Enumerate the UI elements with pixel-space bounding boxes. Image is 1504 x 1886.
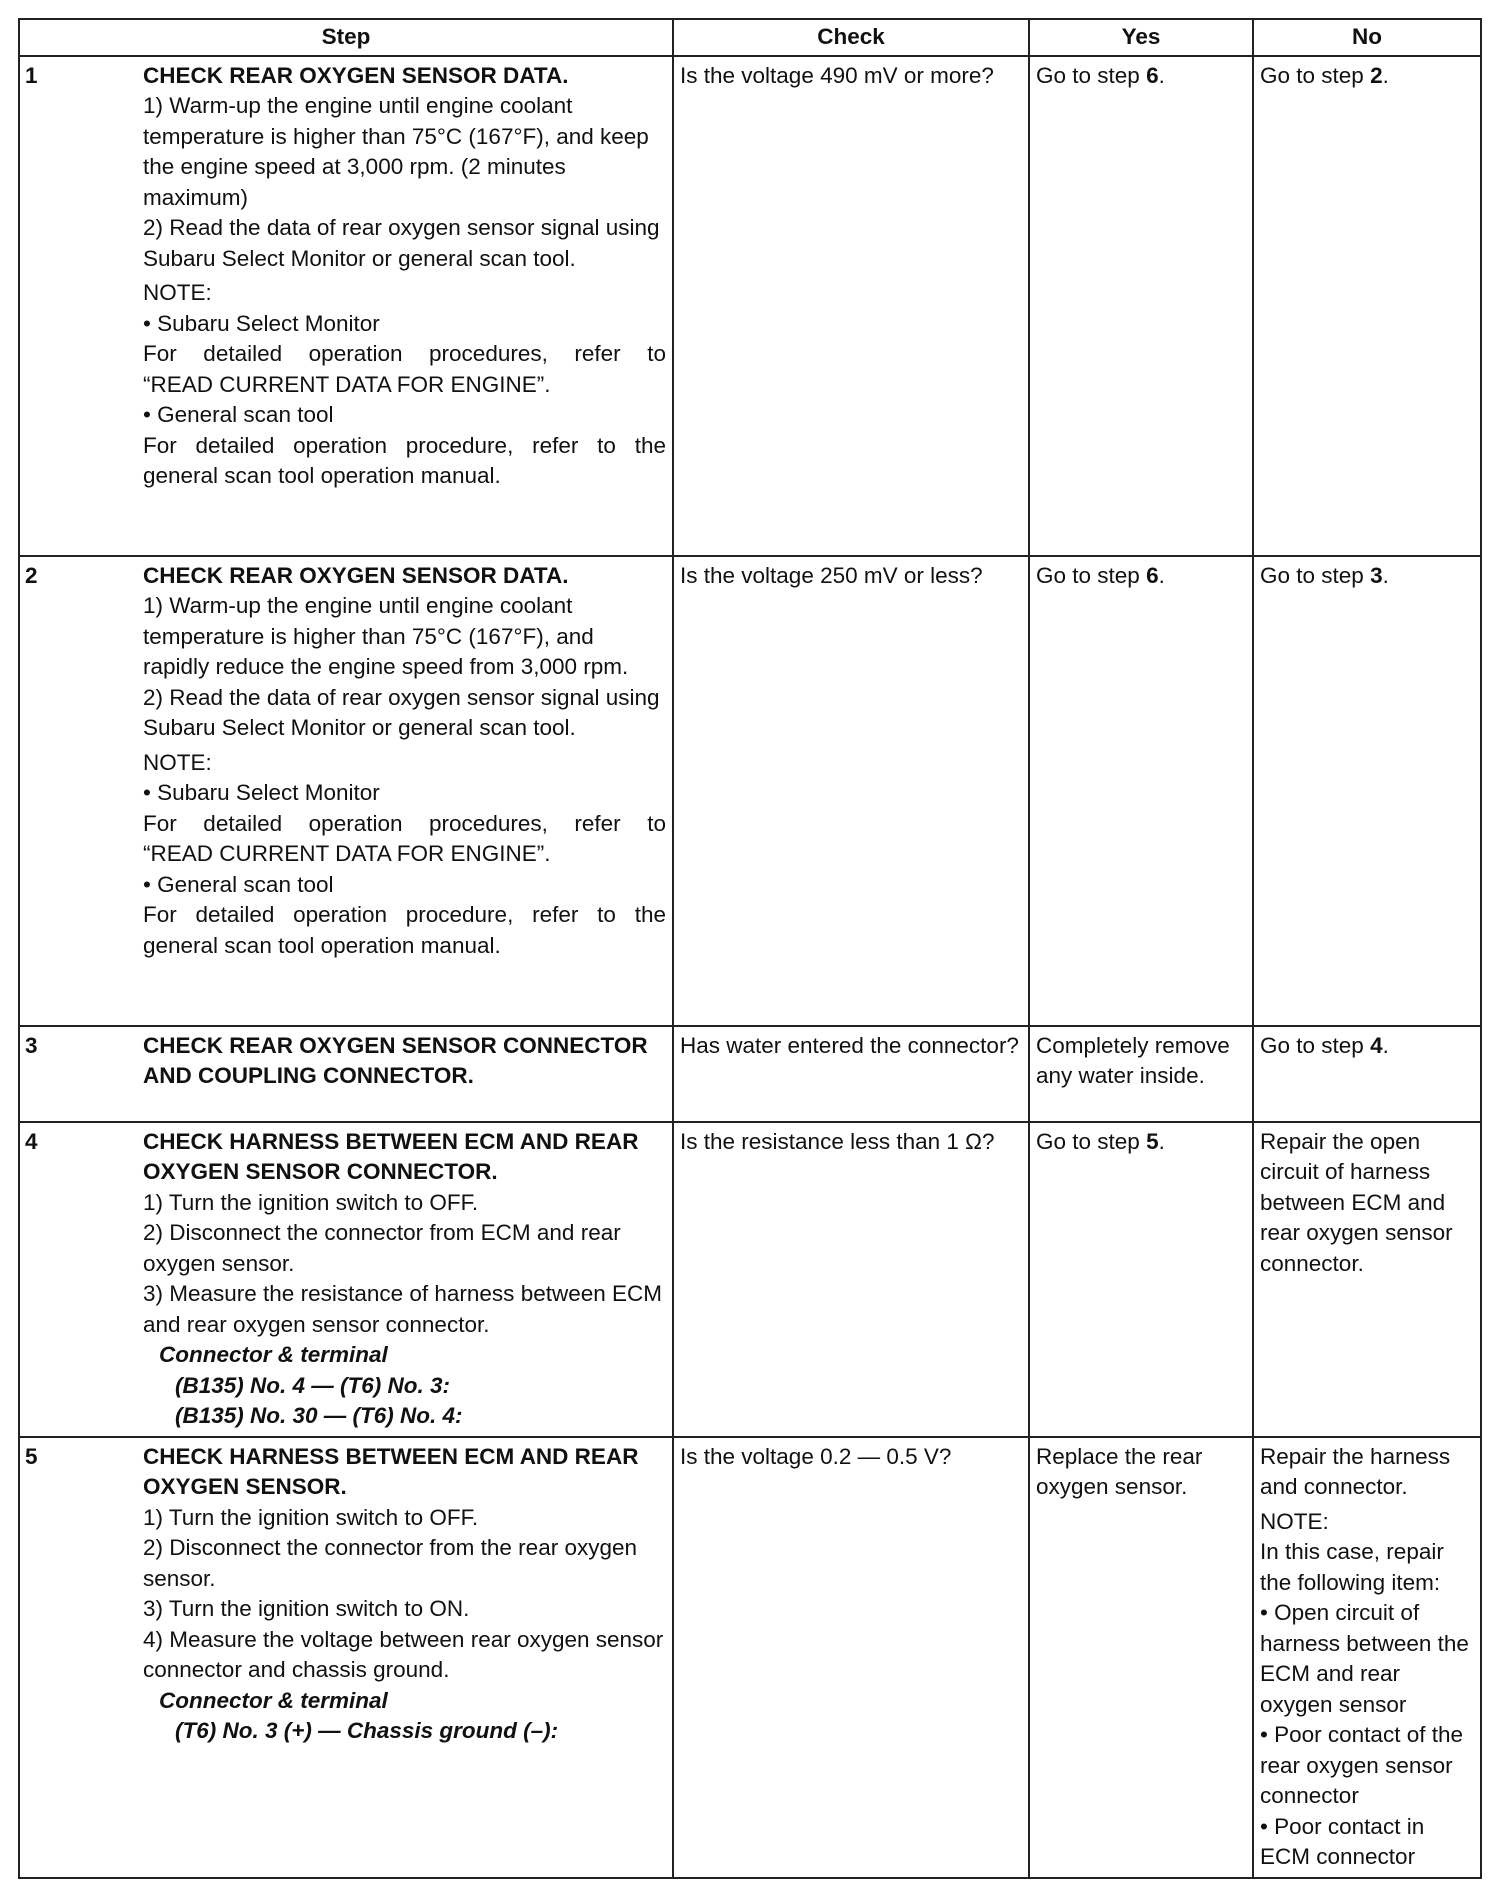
table-row <box>19 556 1481 1026</box>
step-number: 2 <box>25 562 38 588</box>
yes-text: Go to step <box>1036 1128 1147 1154</box>
step-title: CHECK REAR OXYGEN SENSOR DATA. <box>143 562 569 588</box>
yes-cell <box>1029 556 1253 1026</box>
note-bullet: • Open circuit of harness between the ECM and rear oxygen sensor <box>1260 1600 1469 1717</box>
header-check: Check <box>673 19 1029 56</box>
note-text: For detailed operation procedures, refer to <box>143 810 666 836</box>
step-number: 3 <box>25 1032 38 1058</box>
check-cell: Is the voltage 250 mV or less? <box>673 556 1029 1026</box>
no-period: . <box>1382 1032 1389 1058</box>
step-instruction: 1) Warm-up the engine until engine coolant temperature is higher than 75°C (167°F), and keep the engine speed at 3,000 rpm. (2 minutes maximum) <box>143 93 649 210</box>
note-text: In this case, repair the following item: <box>1260 1539 1444 1595</box>
note-text: general scan tool operation manual. <box>143 932 501 958</box>
diagnostic-table <box>18 18 1482 1879</box>
yes-period: . <box>1158 62 1165 88</box>
yes-cell <box>1029 1122 1253 1437</box>
check-cell: Is the voltage 490 mV or more? <box>673 56 1029 556</box>
yes-step-number: 6 <box>1146 562 1159 588</box>
header-yes: Yes <box>1029 19 1253 56</box>
table-row <box>19 1026 1481 1122</box>
step-instruction: 2) Read the data of rear oxygen sensor signal using Subaru Select Monitor or general scan tool. <box>143 215 660 271</box>
yes-step-number: 5 <box>1146 1128 1159 1154</box>
yes-text: Go to step <box>1036 62 1147 88</box>
header-step: Step <box>19 19 673 56</box>
table-row <box>19 1437 1481 1878</box>
note-text: “READ CURRENT DATA FOR ENGINE”. <box>143 371 551 397</box>
yes-cell: Completely remove any water inside. <box>1029 1026 1253 1122</box>
connector-terminal-spec: (T6) No. 3 (+) — Chassis ground (–): <box>175 1718 559 1743</box>
note-bullet: • Poor contact in ECM connector <box>1260 1813 1425 1869</box>
yes-period: . <box>1158 1128 1165 1154</box>
no-text: Go to step <box>1260 562 1371 588</box>
no-period: . <box>1382 62 1389 88</box>
connector-terminal-label: Connector & terminal <box>159 1687 388 1713</box>
step-number: 5 <box>25 1443 38 1469</box>
note-text: general scan tool operation manual. <box>143 463 501 488</box>
step-instruction: 4) Measure the voltage between rear oxygen sensor connector and chassis ground. <box>143 1626 664 1682</box>
no-step-number: 4 <box>1370 1032 1383 1058</box>
step-instruction: 1) Warm-up the engine until engine coolant temperature is higher than 75°C (167°F), and rapidly reduce the engine speed from 3,000 rpm. <box>143 593 629 679</box>
no-step-number: 2 <box>1370 62 1383 88</box>
header-row <box>19 19 1481 56</box>
no-step-number: 3 <box>1370 562 1383 588</box>
step-title: CHECK HARNESS BETWEEN ECM AND REAR OXYGEN SENSOR. <box>143 1443 639 1499</box>
no-cell <box>1253 1437 1481 1878</box>
step-instruction: 1) Turn the ignition switch to OFF. <box>143 1189 479 1215</box>
note-bullet: • Poor contact of the rear oxygen sensor connector <box>1260 1722 1463 1808</box>
note-text: “READ CURRENT DATA FOR ENGINE”. <box>143 841 551 866</box>
step-cell <box>19 1122 673 1437</box>
note-bullet: • General scan tool <box>143 871 334 897</box>
connector-terminal-spec: (B135) No. 4 — (T6) No. 3: <box>175 1372 451 1398</box>
note-label: NOTE: <box>143 749 212 775</box>
no-text: Repair the harness and connector. <box>1260 1443 1451 1499</box>
step-instruction: 2) Read the data of rear oxygen sensor signal using Subaru Select Monitor or general scan tool. <box>143 684 660 740</box>
note-text: For detailed operation procedures, refer to <box>143 341 666 366</box>
step-title: CHECK REAR OXYGEN SENSOR DATA. <box>143 62 569 88</box>
note-text: For detailed operation procedure, refer to the <box>143 432 666 458</box>
yes-period: . <box>1158 562 1165 588</box>
step-instruction: 3) Turn the ignition switch to ON. <box>143 1596 470 1621</box>
yes-step-number: 6 <box>1146 62 1159 88</box>
connector-terminal-spec: (B135) No. 30 — (T6) No. 4: <box>175 1403 463 1428</box>
step-instruction: 2) Disconnect the connector from the rear oxygen sensor. <box>143 1535 638 1591</box>
check-cell: Has water entered the connector? <box>673 1026 1029 1122</box>
note-label: NOTE: <box>1260 1508 1329 1534</box>
no-text: Go to step <box>1260 62 1371 88</box>
step-cell <box>19 556 673 1026</box>
table-row <box>19 1122 1481 1437</box>
no-period: . <box>1382 562 1389 588</box>
step-cell <box>19 1026 673 1122</box>
no-cell: Repair the open circuit of harness between ECM and rear oxygen sensor connector. <box>1253 1122 1481 1437</box>
no-cell <box>1253 1026 1481 1122</box>
step-cell <box>19 56 673 556</box>
note-bullet: • Subaru Select Monitor <box>143 780 380 805</box>
yes-cell: Replace the rear oxygen sensor. <box>1029 1437 1253 1878</box>
step-title: CHECK HARNESS BETWEEN ECM AND REAR OXYGEN SENSOR CONNECTOR. <box>143 1128 639 1184</box>
connector-terminal-label: Connector & terminal <box>159 1342 388 1367</box>
yes-text: Go to step <box>1036 562 1147 588</box>
check-cell: Is the voltage 0.2 — 0.5 V? <box>673 1437 1029 1878</box>
step-instruction: 2) Disconnect the connector from ECM and rear oxygen sensor. <box>143 1220 621 1276</box>
step-title: CHECK REAR OXYGEN SENSOR CONNECTOR AND COUPLING CONNECTOR. <box>143 1032 648 1088</box>
step-cell <box>19 1437 673 1878</box>
table-row <box>19 56 1481 556</box>
diagnostic-table-wrapper <box>18 18 1482 1879</box>
header-no: No <box>1253 19 1481 56</box>
step-instruction: 3) Measure the resistance of harness between ECM and rear oxygen sensor connector. <box>143 1281 663 1337</box>
note-text: For detailed operation procedure, refer to the <box>143 902 666 927</box>
check-cell: Is the resistance less than 1 Ω? <box>673 1122 1029 1437</box>
yes-cell <box>1029 56 1253 556</box>
no-cell <box>1253 56 1481 556</box>
step-instruction: 1) Turn the ignition switch to OFF. <box>143 1504 479 1530</box>
no-text: Go to step <box>1260 1032 1371 1058</box>
step-number: 4 <box>25 1128 38 1154</box>
note-bullet: • General scan tool <box>143 402 334 427</box>
note-label: NOTE: <box>143 280 212 305</box>
step-number: 1 <box>25 62 38 88</box>
note-bullet: • Subaru Select Monitor <box>143 310 380 336</box>
no-cell <box>1253 556 1481 1026</box>
